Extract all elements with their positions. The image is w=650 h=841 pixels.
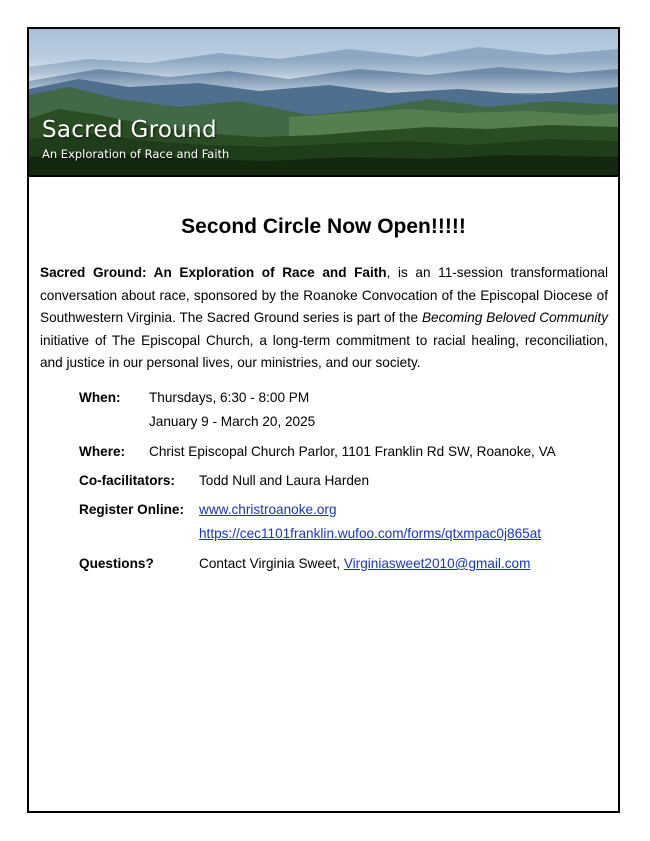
where-label: Where: <box>79 444 126 459</box>
intro-text-1: , is an 11-session transformational conversation about race, sponsored by the Roanoke Convocation of the Episcopal Diocese of Southwestern Virginia. The Sacred Ground series is part of the <box>40 265 608 325</box>
register-link-website[interactable]: www.christroanoke.org <box>199 502 337 517</box>
when-label: When: <box>79 390 121 405</box>
banner <box>29 29 618 175</box>
banner-title: Sacred Ground <box>42 117 217 143</box>
questions-label: Questions? <box>79 556 154 571</box>
program-name: Sacred Ground: An Exploration of Race and Faith <box>40 265 387 280</box>
when-time: Thursdays, 6:30 - 8:00 PM <box>149 390 310 405</box>
intro-paragraph <box>40 262 608 375</box>
when-dates: January 9 - March 20, 2025 <box>149 414 316 429</box>
page-headline: Second Circle Now Open!!!!! <box>181 215 466 238</box>
register-label: Register Online: <box>79 502 184 517</box>
banner-divider <box>29 175 618 177</box>
intro-text-2: initiative of The Episcopal Church, a long-term commitment to racial healing, reconciliation, and justice in our personal lives, our ministries, and our society. <box>40 332 608 370</box>
flyer-frame <box>27 27 620 813</box>
contact-email-link[interactable]: Virginiasweet2010@gmail.com <box>343 556 531 571</box>
banner-subtitle: An Exploration of Race and Faith <box>42 147 230 161</box>
questions-contact <box>199 556 530 571</box>
questions-text: Contact Virginia Sweet, <box>199 556 344 571</box>
cofacilitators-value: Todd Null and Laura Harden <box>199 473 370 488</box>
initiative-name: Becoming Beloved Community <box>421 310 608 325</box>
where-value: Christ Episcopal Church Parlor, 1101 Franklin Rd SW, Roanoke, VA <box>149 444 556 459</box>
cofacilitators-label: Co-facilitators: <box>79 473 175 488</box>
register-link-form[interactable]: https://cec1101franklin.wufoo.com/forms/qtxmpac0j865at <box>199 526 542 541</box>
